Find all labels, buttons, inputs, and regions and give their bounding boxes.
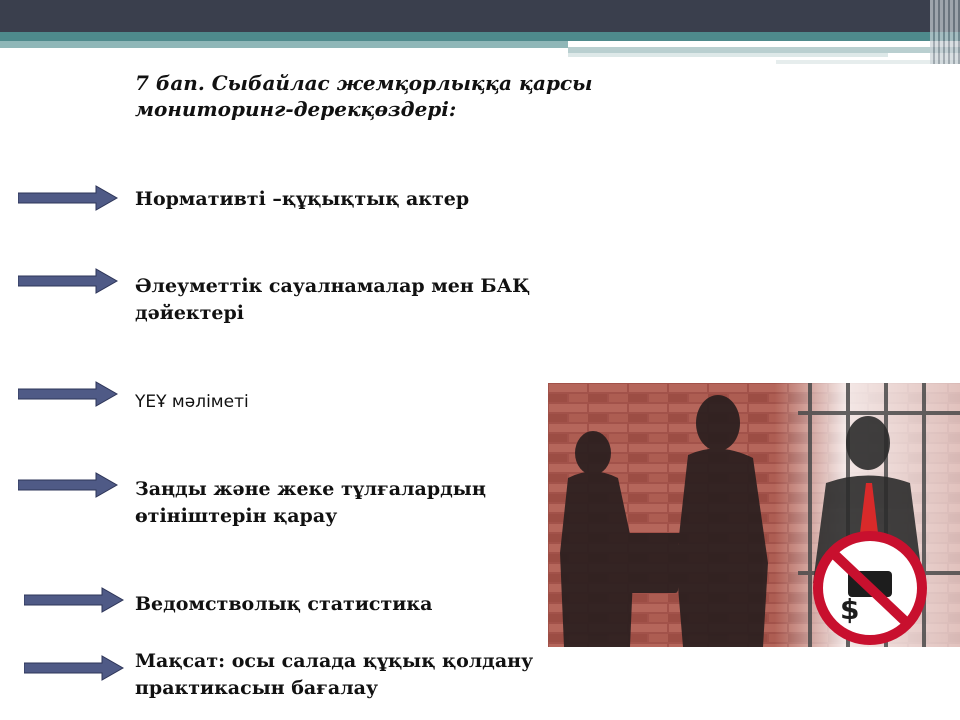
- anti-corruption-photo: [548, 383, 960, 647]
- arrow-right-icon: [24, 587, 124, 613]
- arrow-right-icon: [18, 381, 118, 407]
- arrow-right-icon: [24, 655, 124, 681]
- svg-text:$: $: [840, 593, 860, 626]
- arrow-right-icon: [18, 268, 118, 294]
- arrow-right-icon: [18, 472, 118, 498]
- header-grey-bar-2: [568, 53, 888, 57]
- list-item-5: Ведомстволық статистика: [135, 593, 433, 615]
- slide-title: 7 бап. Сыбайлас жемқорлыққа қарсы мониторинг-дерекқөздері:: [135, 71, 593, 121]
- list-item-6: Мақсат: осы салада құқық қолдану практикасын бағалау: [135, 650, 534, 699]
- list-item-1: Нормативті –құқықтық актер: [135, 188, 470, 210]
- header-dark-bar: [0, 0, 960, 32]
- header-corner-stripes: [930, 0, 960, 64]
- header-teal-bar: [0, 32, 960, 41]
- list-item-2: Әлеуметтік сауалнамалар мен БАҚ дәйектері: [135, 275, 531, 324]
- list-item-4: Заңды және жеке тұлғалардың өтініштерін қарау: [135, 478, 486, 527]
- arrow-right-icon: [18, 185, 118, 211]
- header-teal-light-bar: [0, 41, 568, 48]
- list-item-3: ҮЕҰ мәліметі: [135, 392, 249, 412]
- no-bribe-icon: [818, 536, 922, 640]
